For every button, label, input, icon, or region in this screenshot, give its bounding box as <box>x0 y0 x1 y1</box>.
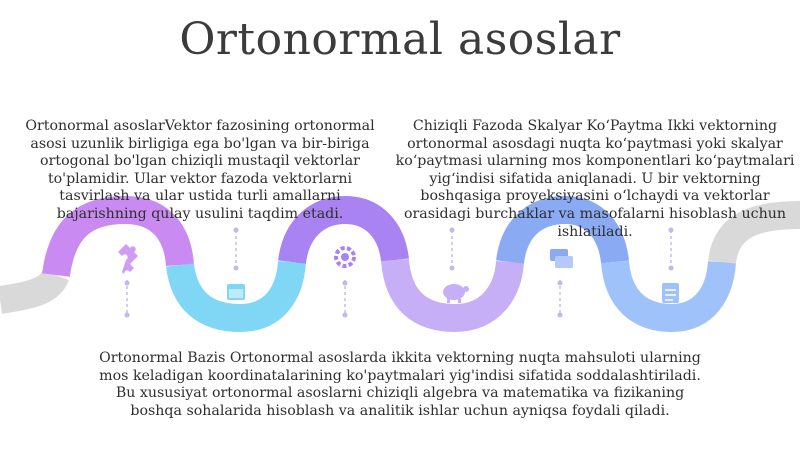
text-block-orthonormal-bases: Ortonormal asoslarVektor fazosining ortonormal asosi uzunlik birligiga ega bo'lgan va bir-biriga ortogonal bo'lgan chiziqli mustaqil vektorlar to'plamidir. Ular vektor fazoda vektorlarni tasvirlash va ular ustida turli amallarni bajarishning qulay usulini taqdim etadi. <box>25 118 375 222</box>
calendar-icon <box>227 284 245 300</box>
text-block-scalar-product: Chiziqli Fazoda Skalyar Ko‘Paytma Ikki vektorning ortonormal asosdagi nuqta ko‘paytmasi yoki skalyar ko‘paytmasi ularning mos komponentlari ko‘paytmalari yig‘indisi sifatida aniqlanadi. U bir vektorning boshqasiga proyeksiyasini o‘lchaydi va vektorlar orasidagi burchaklar va masofalarni hisoblash uchun ishlatiladi. <box>395 118 795 240</box>
page-title: Ortonormal asoslar <box>179 14 621 65</box>
notepad-icon <box>662 283 679 303</box>
puzzle-icon <box>118 244 138 276</box>
piggy-bank-icon <box>443 284 469 303</box>
gear-icon <box>336 248 354 266</box>
wave-segment-gray-left <box>0 275 56 300</box>
chat-icon <box>550 249 573 268</box>
text-block-orthonormal-basis: Ortonormal Bazis Ortonormal asoslarda ikkita vektorning nuqta mahsuloti ularning mos keladigan koordinatalarining ko'paytmalari yig'indisi sifatida soddalashtiriladi. Bu xususiyat ortonormal asoslarni chiziqli algebra va matematika va fizikaning boshqa sohalarida hisoblash va analitik ishlar uchun ayniqsa foydali qiladi. <box>99 350 701 419</box>
